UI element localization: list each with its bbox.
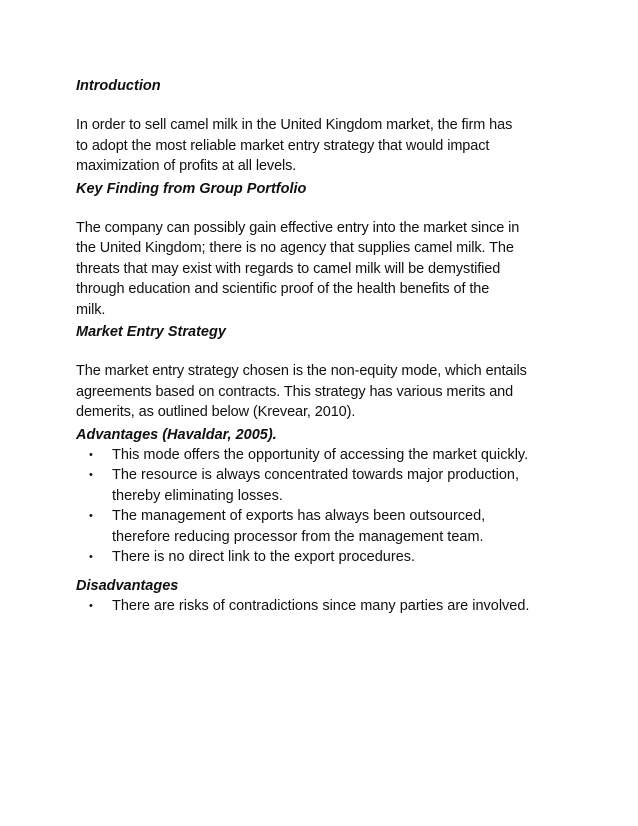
heading-disadvantages: Disadvantages — [76, 577, 179, 594]
heading-advantages: Advantages (Havaldar, 2005). — [76, 426, 277, 443]
list-item — [76, 596, 576, 617]
heading-market-entry-strategy: Market Entry Strategy — [76, 324, 226, 340]
list-item — [76, 547, 576, 568]
paragraph-line: threats that may exist with regards to camel milk will be demystified — [76, 260, 501, 277]
list-item — [76, 465, 576, 506]
paragraph-line: maximization of profits at all levels. — [76, 158, 297, 174]
list-item-line: The management of exports has always been outsourced, — [112, 508, 486, 524]
paragraph-line: The market entry strategy chosen is the non-equity mode, which entails — [76, 363, 527, 379]
list-item — [76, 506, 576, 547]
paragraph-line: The company can possibly gain effective entry into the market since in — [76, 219, 520, 236]
bullet-icon: • — [89, 448, 93, 461]
paragraph-line: In order to sell camel milk in the United Kingdom market, the firm has — [76, 117, 513, 133]
heading-introduction: Introduction — [76, 78, 161, 94]
list-item-line: The resource is always concentrated towards major production, — [112, 467, 519, 483]
advantages-list — [76, 445, 576, 568]
paragraph-line: through education and scientific proof of the health benefits of the — [76, 281, 490, 297]
list-item-line: thereby eliminating losses. — [112, 487, 283, 504]
paragraph-line: demerits, as outlined below (Krevear, 2010). — [76, 404, 356, 420]
bullet-icon: • — [89, 599, 93, 612]
list-item — [76, 445, 576, 466]
paragraph-line: agreements based on contracts. This strategy has various merits and — [76, 383, 514, 400]
paragraph-line: milk. — [76, 301, 106, 318]
document-page — [76, 76, 576, 616]
paragraph-line: the United Kingdom; there is no agency that supplies camel milk. The — [76, 240, 514, 256]
list-item-line: therefore reducing processor from the management team. — [112, 528, 484, 545]
paragraph-market-entry-strategy — [76, 361, 576, 423]
list-item-line: There is no direct link to the export procedures. — [112, 549, 416, 565]
heading-key-finding: Key Finding from Group Portfolio — [76, 180, 307, 197]
list-item-line: There are risks of contradictions since many parties are involved. — [112, 597, 530, 614]
bullet-icon: • — [89, 469, 93, 481]
list-item-line: This mode offers the opportunity of accessing the market quickly. — [112, 446, 529, 463]
paragraph-key-finding — [76, 218, 576, 321]
disadvantages-list — [76, 596, 576, 617]
paragraph-line: to adopt the most reliable market entry strategy that would impact — [76, 137, 490, 154]
bullet-icon: • — [89, 551, 93, 563]
paragraph-introduction — [76, 115, 576, 177]
bullet-icon: • — [89, 510, 93, 522]
